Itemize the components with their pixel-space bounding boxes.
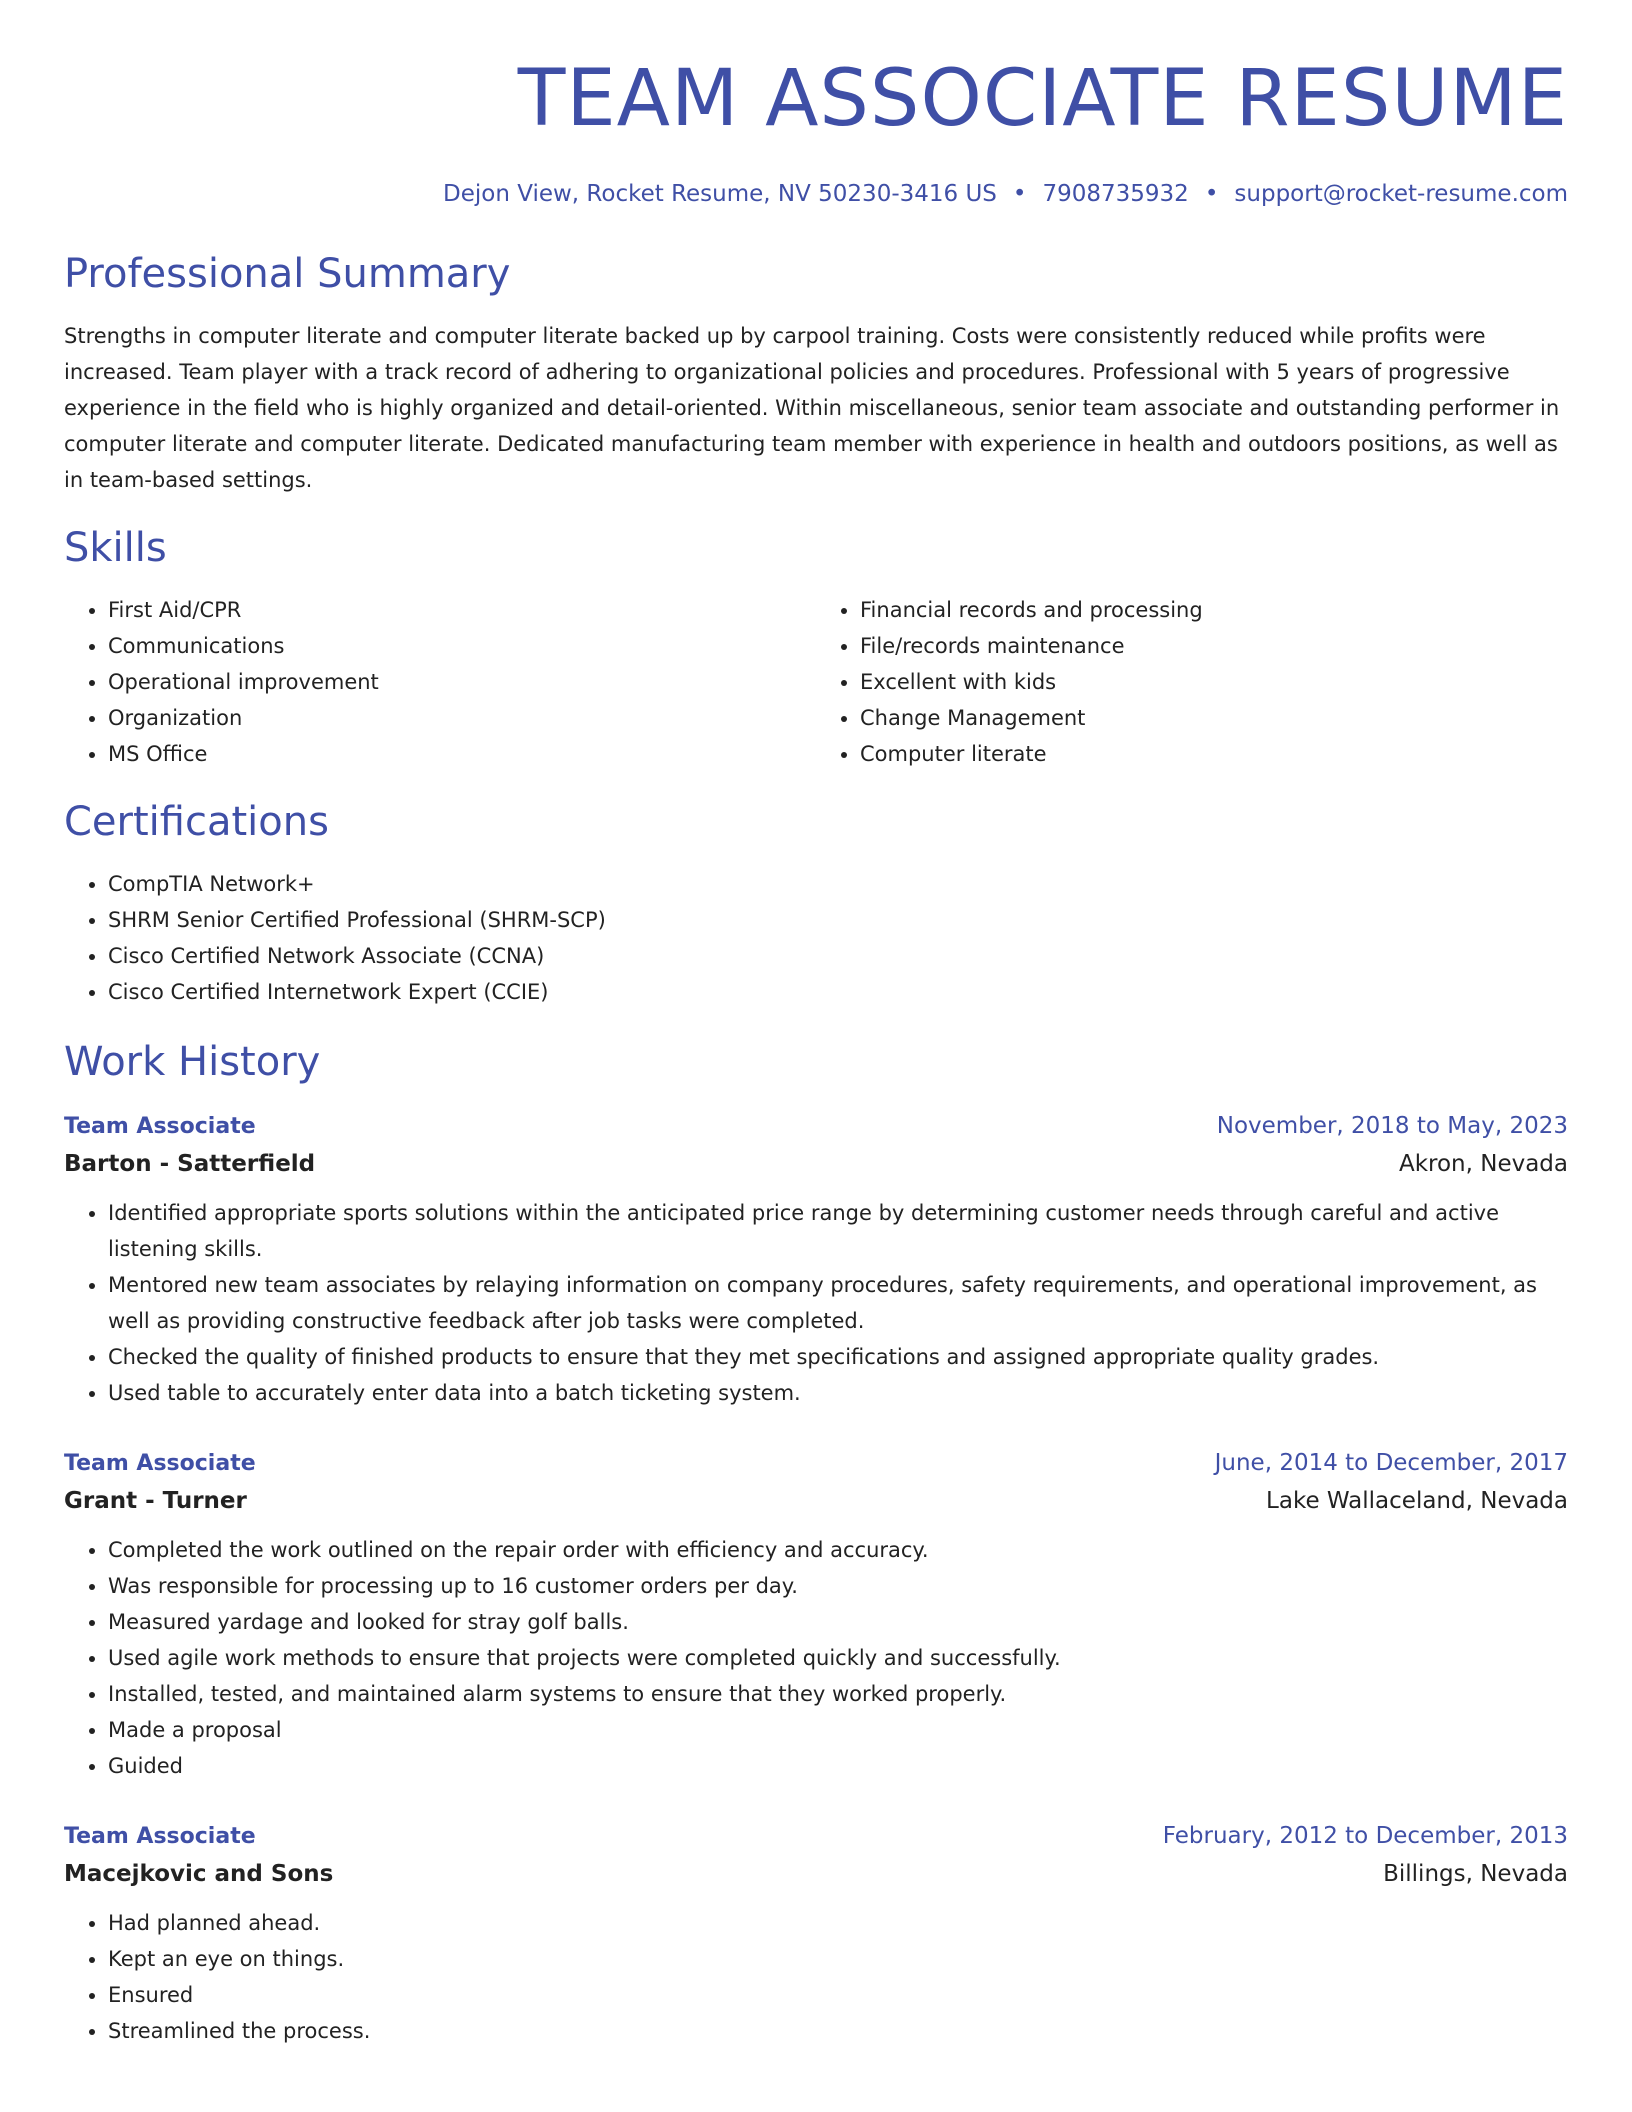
- skill-item: • Computer literate: [860, 736, 1568, 772]
- job-dates: June, 2014 to December, 2017: [1214, 1449, 1568, 1476]
- job-title: Team Associate: [64, 1450, 256, 1476]
- job-bullet: • Completed the work outlined on the repair order with efficiency and accuracy.: [108, 1532, 1568, 1568]
- skill-item: • Financial records and processing: [860, 592, 1568, 628]
- job-dates: November, 2018 to May, 2023: [1216, 1112, 1568, 1139]
- skills-heading: Skills: [64, 524, 167, 571]
- certification-item: • Cisco Certified Internetwork Expert (CCIE): [108, 974, 1568, 1010]
- job-bullets: [64, 1532, 1568, 1784]
- job-bullet: • Identified appropriate sports solutions within the anticipated price range by determining customer needs through careful and active listening skills.: [108, 1195, 1568, 1267]
- job-location: Billings, Nevada: [1383, 1860, 1568, 1887]
- job-header-row: [64, 1108, 1568, 1145]
- job-location: Akron, Nevada: [1398, 1150, 1568, 1177]
- job-bullet: • Guided: [108, 1748, 1568, 1784]
- job-bullet: • Used agile work methods to ensure that projects were completed quickly and successfully.: [108, 1640, 1568, 1676]
- job-location: Lake Wallaceland, Nevada: [1266, 1487, 1568, 1514]
- resume-title: TEAM ASSOCIATE RESUME: [517, 54, 1568, 144]
- skills-section: [64, 524, 1568, 772]
- contact-separator: •: [1012, 181, 1027, 207]
- job-bullet: • Checked the quality of finished products to ensure that they met specifications and assigned appropriate quality grades.: [108, 1339, 1568, 1375]
- job-header-row: [64, 1445, 1568, 1482]
- skill-item: • Communications: [108, 628, 816, 664]
- certifications-list: [64, 866, 1568, 1010]
- address: Dejon View, Rocket Resume, NV 50230-3416 US: [443, 181, 997, 207]
- job-bullet: • Measured yardage and looked for stray golf balls.: [108, 1604, 1568, 1640]
- work-history-heading: Work History: [64, 1038, 321, 1085]
- summary-text: Strengths in computer literate and computer literate backed up by carpool training. Costs were consistently reduced while profits were increased. Team player with a track record of adhering to organizational policies and procedures. Professional with 5 years of progressive experience in the field who is highly organized and detail-oriented. Within miscellaneous, senior team associate and outstanding performer in computer literate and computer literate. Dedicated manufacturing team member with experience in health and outdoors positions, as well as in team-based settings.: [64, 323, 1560, 492]
- skill-item: • MS Office: [108, 736, 816, 772]
- certification-item: • CompTIA Network+: [108, 866, 1568, 902]
- contact-separator: •: [1204, 181, 1219, 207]
- job-entry: [64, 1818, 1568, 2049]
- contact-line: [64, 180, 1568, 210]
- job-bullet: • Installed, tested, and maintained alarm systems to ensure that they worked properly.: [108, 1676, 1568, 1712]
- skill-item: • Excellent with kids: [860, 664, 1568, 700]
- summary-section: [64, 250, 1568, 498]
- skill-item: • Operational improvement: [108, 664, 816, 700]
- skills-columns: [64, 592, 1568, 772]
- job-entry: [64, 1108, 1568, 1411]
- skill-item: • Change Management: [860, 700, 1568, 736]
- job-bullets: [64, 1905, 1568, 2049]
- skill-item: • First Aid/CPR: [108, 592, 816, 628]
- certification-item: • Cisco Certified Network Associate (CCNA): [108, 938, 1568, 974]
- job-bullet: • Had planned ahead.: [108, 1905, 1568, 1941]
- job-bullet: • Made a proposal: [108, 1712, 1568, 1748]
- skills-list-right: [816, 592, 1568, 772]
- skills-list-left: [64, 592, 816, 772]
- email-link[interactable]: support@rocket-resume.com: [1234, 181, 1568, 207]
- job-company: Barton - Satterfield: [64, 1150, 316, 1177]
- skill-item: • Organization: [108, 700, 816, 736]
- job-bullet: • Used table to accurately enter data into a batch ticketing system.: [108, 1375, 1568, 1411]
- job-title: Team Associate: [64, 1113, 256, 1139]
- job-dates: February, 2012 to December, 2013: [1162, 1822, 1568, 1849]
- job-bullet: • Ensured: [108, 1977, 1568, 2013]
- certifications-heading: Certifications: [64, 798, 329, 845]
- phone: 7908735932: [1042, 181, 1189, 207]
- job-bullet: • Kept an eye on things.: [108, 1941, 1568, 1977]
- work-history-section: [64, 1038, 1568, 2049]
- certification-item: • SHRM Senior Certified Professional (SHRM-SCP): [108, 902, 1568, 938]
- job-company-row: [64, 1482, 1568, 1520]
- job-entry: [64, 1445, 1568, 1784]
- summary-heading: Professional Summary: [64, 250, 511, 297]
- job-title: Team Associate: [64, 1823, 256, 1849]
- job-bullet: • Was responsible for processing up to 16 customer orders per day.: [108, 1568, 1568, 1604]
- job-company-row: [64, 1145, 1568, 1183]
- skill-item: • File/records maintenance: [860, 628, 1568, 664]
- certifications-section: [64, 798, 1568, 1010]
- job-company: Grant - Turner: [64, 1487, 247, 1514]
- job-bullet: • Mentored new team associates by relaying information on company procedures, safety requirements, and operational improvement, as well as providing constructive feedback after job tasks were completed.: [108, 1267, 1568, 1339]
- job-bullets: [64, 1195, 1568, 1411]
- job-company: Macejkovic and Sons: [64, 1860, 334, 1887]
- job-header-row: [64, 1818, 1568, 1855]
- job-company-row: [64, 1855, 1568, 1893]
- job-bullet: • Streamlined the process.: [108, 2013, 1568, 2049]
